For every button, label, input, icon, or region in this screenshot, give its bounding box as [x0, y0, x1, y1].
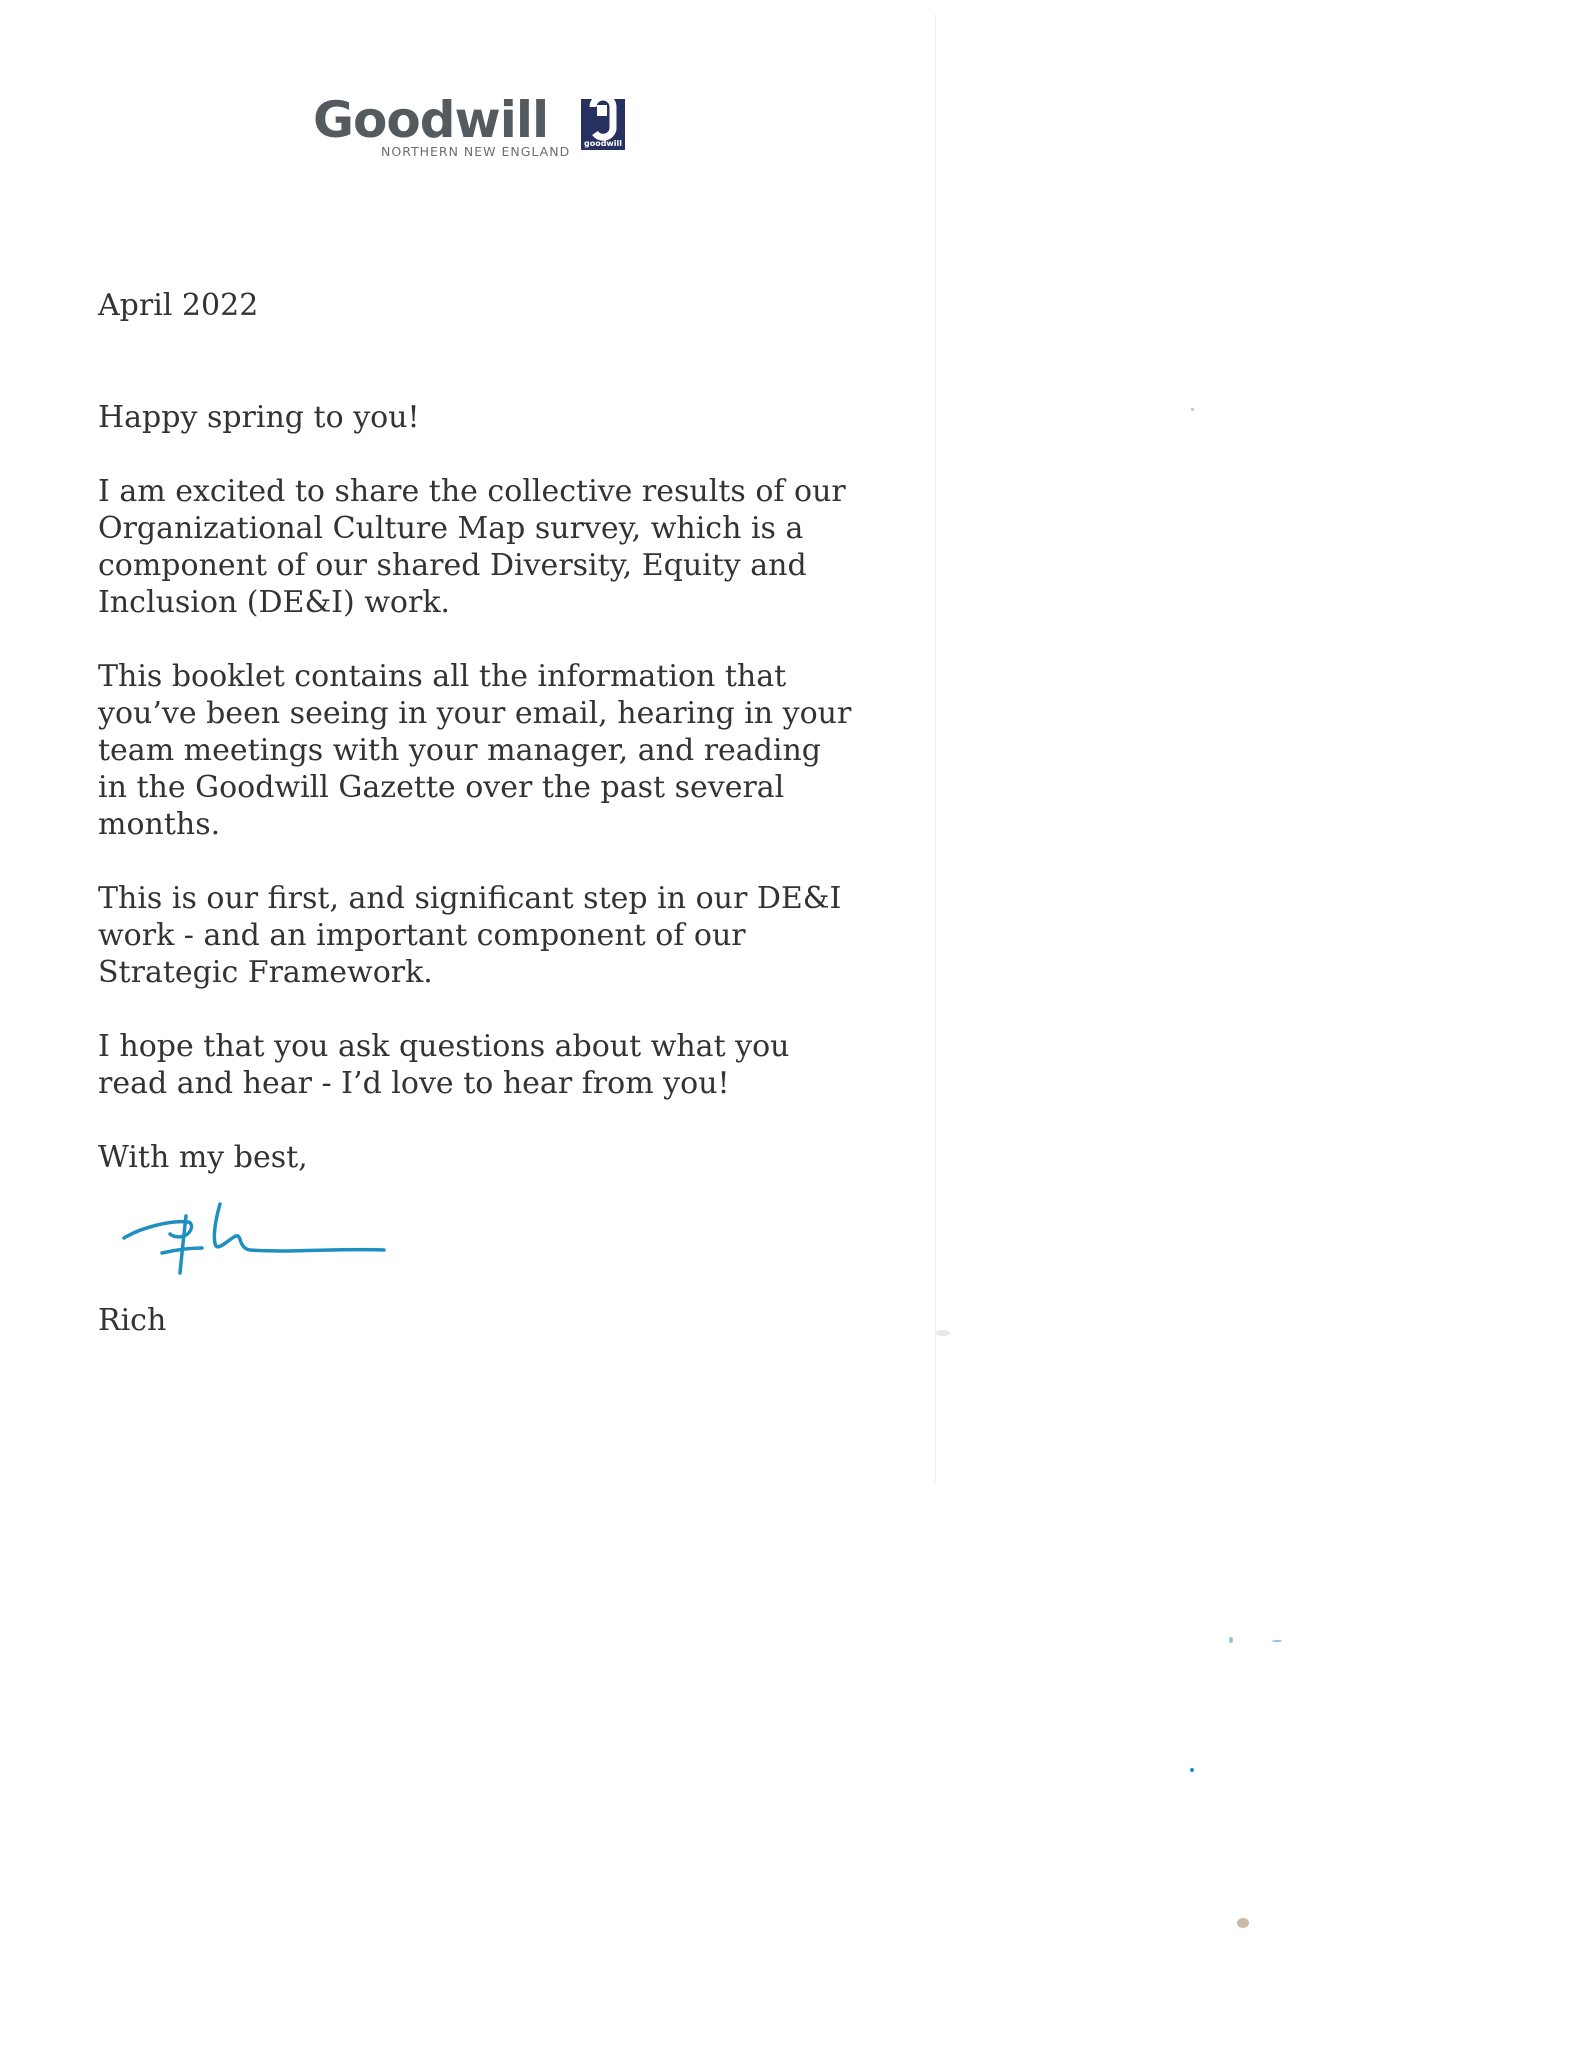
letter-paragraph: I am excited to share the collective results of our Organizational Culture Map survey, which is a component of our shared Diversity, Equity and Inclusion (DE&I) work. [98, 474, 846, 620]
letter-paragraph: This is our first, and significant step in our DE&I work - and an important component of our Strategic Framework. [98, 881, 842, 990]
letter-body [98, 287, 858, 1339]
letter-date: April 2022 [98, 288, 259, 323]
scan-speck [1229, 1637, 1233, 1643]
scan-speck [1272, 1640, 1282, 1642]
goodwill-smiling-g-icon [581, 99, 625, 150]
signer-name: Rich [98, 1303, 167, 1338]
letter-paragraph: I hope that you ask questions about what you read and hear - I’d love to hear from you! [98, 1029, 790, 1101]
letter-paragraph: This booklet contains all the information that you’ve been seeing in your email, hearing in your team meetings with your manager, and reading in the Goodwill Gazette over the past several months. [98, 659, 852, 842]
goodwill-logo [313, 92, 635, 164]
page-fold-line [935, 14, 936, 1484]
logo-wordmark: Goodwill [313, 91, 549, 149]
scan-speck [1191, 408, 1194, 411]
handwritten-signature [120, 1198, 390, 1278]
letter-greeting: Happy spring to you! [98, 400, 420, 435]
logo-mark-label: goodwill [583, 139, 623, 148]
logo-tagline: NORTHERN NEW ENGLAND [381, 144, 571, 159]
scan-speck [1190, 1768, 1194, 1772]
scan-speck [936, 1330, 950, 1336]
scan-speck [1237, 1918, 1249, 1928]
letter-closing: With my best, [98, 1140, 308, 1175]
